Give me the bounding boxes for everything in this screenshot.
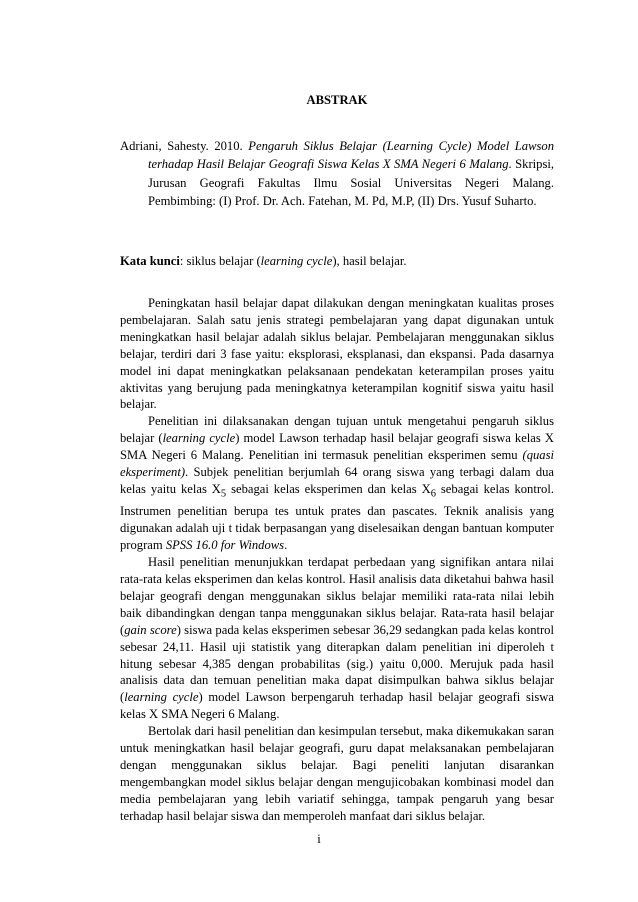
citation bbox=[120, 137, 554, 211]
p2-italic-d: (quasi eksperiment) bbox=[120, 448, 554, 480]
keywords-sep: : siklus belajar ( bbox=[179, 254, 261, 268]
p2-sub-2: 6 bbox=[430, 488, 436, 500]
abstract-body bbox=[120, 295, 554, 825]
paragraph-1: Peningkatan hasil belajar dapat dilakukan dengan meningkatan kualitas proses pembelajaran. Salah satu jenis strategi pembelajaran yang dapat digunakan untuk meningkatkan hasil belajar adalah siklus belajar. Pembelajaran menggunakan siklus belajar, terdiri dari 3 fase yaitu: eksplorasi, eksplanasi, dan ekspansi. Pada dasarnya model ini dapat meningkatkan pelaksanaan pendekatan keterampilan proses yaitu aktivitas yang berujung pada meningkatnya keterampilan kognitif siswa yaitu hasil belajar. bbox=[120, 296, 554, 412]
page-number: i bbox=[317, 832, 321, 846]
paragraph-3 bbox=[120, 554, 554, 723]
keywords-rest: ), hasil belajar. bbox=[332, 254, 407, 268]
p2-italic-b: learning cycle bbox=[162, 431, 236, 446]
p2-text-g: sebagai kelas kontrol. Instrumen penelitian berupa tes untuk prates dan pascates. Teknik analisis yang digunakan adalah uji t tidak berpasangan yang diselesaikan dengan bantuan komputer program bbox=[120, 481, 554, 553]
keywords-term: learning cycle bbox=[260, 254, 333, 268]
p2-text-a: Penelitian ini dilaksanakan dengan tujuan untuk mengetahui pengaruh siklus belajar ( bbox=[120, 414, 554, 446]
citation-details: . Skripsi, Jurusan Geografi Fakultas Ilmu Sosial Universitas Negeri Malang. Pembimbing: (I) Prof. Dr. Ach. Fatehan, M. Pd, M.P, (II) Drs. Yusuf Suharto. bbox=[148, 157, 554, 209]
p2-sub-1: 5 bbox=[220, 488, 227, 500]
paragraph-2 bbox=[120, 413, 554, 554]
p3-text-a: Hasil penelitian menunjukkan terdapat perbedaan yang signifikan antara nilai rata-rata kelas eksperimen dan kelas kontrol. Hasil analisis data diketahui bahwa hasil belajar geografi dengan menggunakan siklus belajar memiliki rata-rata nilai lebih baik dibandingkan dengan tanpa menggunakan siklus belajar. Rata-rata hasil belajar ( bbox=[120, 555, 554, 637]
p2-text-e: . Subjek penelitian berjumlah 64 orang siswa yang terbagi dalam dua kelas yaitu kelas X bbox=[120, 465, 554, 496]
paragraph-4: Bertolak dari hasil penelitian dan kesimpulan tersebut, maka dikemukakan saran untuk meningkatkan hasil belajar geografi, guru dapat melaksanakan pembelajaran dengan menggunakan siklus belajar. Bagi peneliti lanjutan disarankan mengembangkan model siklus belajar dengan mengujicobakan kombinasi model dan media pembelajaran yang lebih variatif sehingga, tampak pengaruh yang besar terhadap hasil belajar siswa dan memperoleh manfaat dari siklus belajar. bbox=[120, 724, 554, 823]
p2-text-i: . bbox=[284, 538, 288, 553]
p2-text-f: sebagai kelas eksperimen dan kelas X bbox=[226, 481, 431, 496]
p2-text-c: ) model Lawson terhadap hasil belajar geografi siswa kelas X SMA Negeri 6 Malang. Penelitian ini termasuk penelitian eksperimen semu bbox=[120, 431, 554, 463]
p2-italic-h: SPSS 16.0 for Windows bbox=[165, 538, 285, 553]
keywords bbox=[120, 252, 554, 270]
keywords-label: Kata kunci bbox=[120, 254, 180, 268]
abstract-title: ABSTRAK bbox=[306, 93, 368, 107]
p3-italic-b: gain score bbox=[124, 622, 177, 637]
p3-italic-d: learning cycle bbox=[124, 690, 199, 705]
p3-text-e: ) model Lawson berpengaruh terhadap hasil belajar geografi siswa kelas X SMA Negeri 6 Malang. bbox=[120, 690, 554, 722]
citation-author-year: Adriani, Sahesty. 2010. bbox=[120, 139, 243, 153]
p3-text-c: ) siswa pada kelas eksperimen sebesar 36,29 sedangkan pada kelas kontrol sebesar 24,11. Hasil uji statistik yang diterapkan dalam penelitian ini diperoleh t hitung sebesar 4,385 dengan probabilitas (sig.) yaitu 0,000. Merujuk pada hasil analisis data dan temuan penelitian maka dapat disimpulkan bahwa siklus belajar ( bbox=[120, 622, 554, 705]
citation-work-title: Pengaruh Siklus Belajar (Learning Cycle) Model Lawson terhadap Hasil Belajar Geografi Siswa Kelas X SMA Negeri 6 Malang bbox=[148, 139, 555, 172]
